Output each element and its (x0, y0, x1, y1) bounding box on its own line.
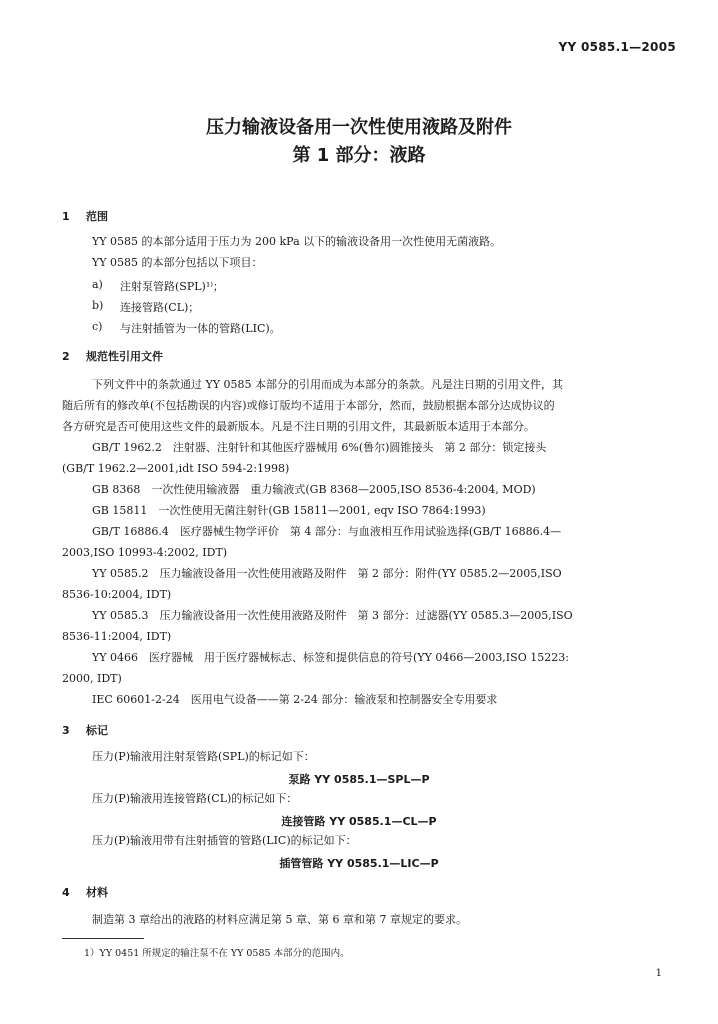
document-title: 压力输液设备用一次性使用液路及附件 (206, 117, 512, 138)
marking-example: 连接管路 YY 0585.1—CL—P (281, 815, 437, 828)
reference-item: YY 0466 医疗器械 用于医疗器械标志、标签和提供信息的符号(YY 0466—2003,ISO 15223: (92, 651, 569, 664)
list-item: 连接管路(CL)； (120, 301, 200, 314)
footnote: 1）YY 0451 所规定的输注泵不在 YY 0585 本部分的范围内。 (84, 948, 350, 959)
reference-item: YY 0585.2 压力输液设备用一次性使用液路及附件 第 2 部分：附件(YY 0585.2—2005,ISO (92, 567, 562, 580)
reference-item: (GB/T 1962.2—2001,idt ISO 594-2:1998) (62, 462, 290, 475)
section-number: 2 (62, 350, 70, 363)
section-title: 范围 (86, 210, 108, 223)
section-title: 标记 (86, 724, 108, 737)
reference-item: 8536-11:2004, IDT) (62, 630, 172, 643)
paragraph: 下列文件中的条款通过 YY 0585 本部分的引用而成为本部分的条款。凡是注日期的引用文件，其 (92, 378, 564, 391)
reference-item: 2000, IDT) (62, 672, 122, 685)
paragraph: 制造第 3 章给出的液路的材料应满足第 5 章、第 6 章和第 7 章规定的要求。 (92, 913, 467, 926)
document-subtitle: 第 1 部分：液路 (292, 145, 426, 166)
reference-item: GB/T 1962.2 注射器、注射针和其他医疗器械用 6%(鲁尔)圆锥接头 第 2 部分：锁定接头 (92, 441, 547, 454)
list-item-label: c) (92, 320, 103, 333)
paragraph: 压力(P)输液用注射泵管路(SPL)的标记如下： (92, 750, 315, 763)
section-4-heading (62, 884, 108, 900)
paragraph: YY 0585 的本部分包括以下项目： (92, 256, 263, 269)
section-2-heading (62, 348, 163, 364)
page-number: 1 (655, 968, 662, 979)
section-title: 规范性引用文件 (86, 350, 163, 363)
list-item: 注射泵管路(SPL)¹⁾； (120, 280, 224, 293)
section-3-heading (62, 722, 108, 738)
marking-example: 插管管路 YY 0585.1—LIC—P (279, 857, 439, 870)
list-item: 与注射插管为一体的管路(LIC)。 (120, 322, 281, 335)
paragraph: YY 0585 的本部分适用于压力为 200 kPa 以下的输液设备用一次性使用无菌液路。 (92, 235, 502, 248)
section-1-heading (62, 208, 108, 224)
list-item-label: a) (92, 278, 103, 291)
paragraph: 随后所有的修改单(不包括勘误的内容)或修订版均不适用于本部分，然而，鼓励根据本部分达成协议的 (62, 399, 555, 412)
reference-item: 8536-10:2004, IDT) (62, 588, 172, 601)
reference-item: GB 15811 一次性使用无菌注射针(GB 15811—2001, eqv ISO 7864:1993) (92, 504, 486, 517)
section-number: 4 (62, 886, 70, 899)
marking-example: 泵路 YY 0585.1—SPL—P (288, 773, 430, 786)
reference-item: GB/T 16886.4 医疗器械生物学评价 第 4 部分：与血液相互作用试验选择(GB/T 16886.4— (92, 525, 562, 538)
reference-item: YY 0585.3 压力输液设备用一次性使用液路及附件 第 3 部分：过滤器(YY 0585.3—2005,ISO (92, 609, 573, 622)
standard-code: YY 0585.1—2005 (558, 40, 676, 54)
reference-item: 2003,ISO 10993-4:2002, IDT) (62, 546, 228, 559)
reference-item: IEC 60601-2-24 医用电气设备——第 2-24 部分：输液泵和控制器安全专用要求 (92, 693, 498, 706)
list-item-label: b) (92, 299, 104, 312)
section-number: 1 (62, 210, 70, 223)
reference-item: GB 8368 一次性使用输液器 重力输液式(GB 8368—2005,ISO 8536-4:2004, MOD) (92, 483, 536, 496)
section-number: 3 (62, 724, 70, 737)
paragraph: 压力(P)输液用连接管路(CL)的标记如下： (92, 792, 298, 805)
paragraph: 各方研究是否可使用这些文件的最新版本。凡是不注日期的引用文件，其最新版本适用于本部分。 (62, 420, 535, 433)
paragraph: 压力(P)输液用带有注射插管的管路(LIC)的标记如下： (92, 834, 357, 847)
section-title: 材料 (86, 886, 108, 899)
footnote-divider (62, 938, 144, 939)
